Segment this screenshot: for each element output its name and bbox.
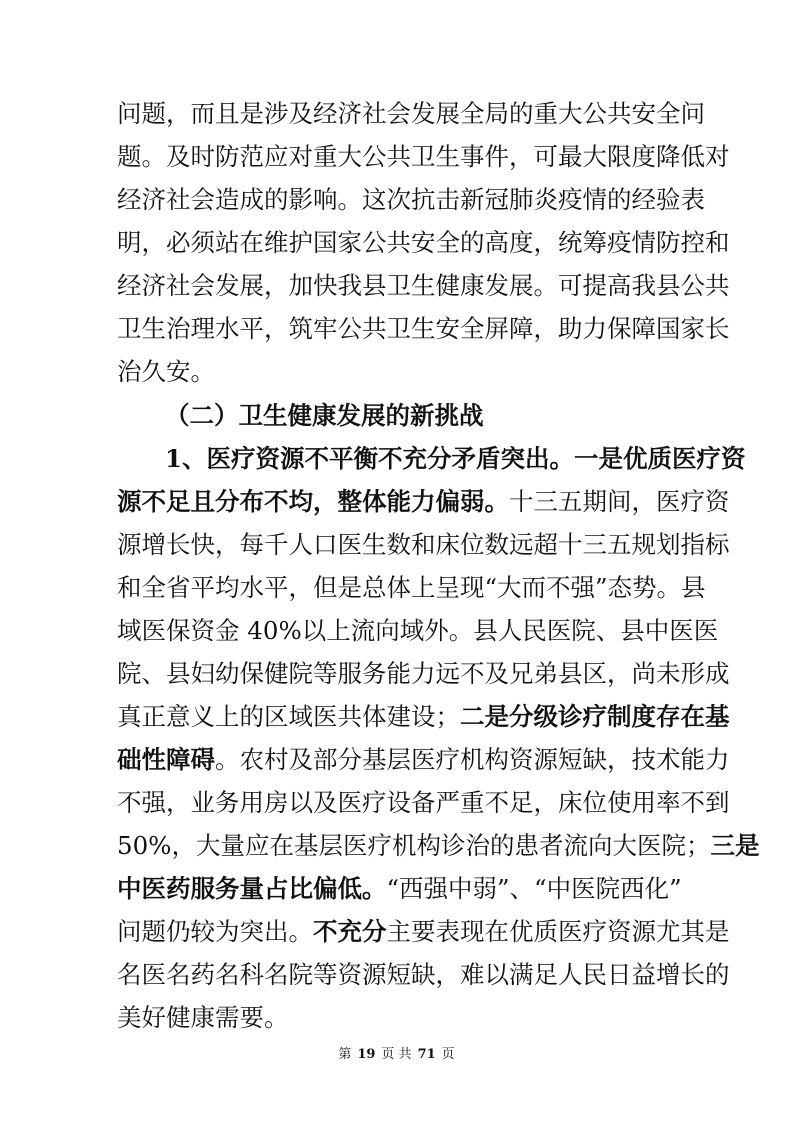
body-line bbox=[117, 1000, 677, 1036]
text-run-bold: 中医药服务量占比偏低。 bbox=[117, 874, 387, 903]
text-run: 经济社会发展，加快我县卫生健康发展。可提高我县公共 bbox=[117, 271, 730, 300]
body-line bbox=[117, 699, 730, 735]
text-run: 问题仍较为突出。 bbox=[117, 917, 313, 946]
text-run: 50%，大量应在基层医疗机构诊治的患者流向大医院； bbox=[117, 831, 711, 860]
text-run: “西强中弱”、“中医院西化” bbox=[386, 874, 682, 903]
body-line bbox=[117, 311, 730, 347]
body-line bbox=[117, 182, 705, 218]
text-run: 问题，而且是涉及经济社会发展全局的重大公共安全问 bbox=[117, 99, 705, 128]
body-line bbox=[117, 570, 706, 606]
text-run: 美好健康需要。 bbox=[117, 1003, 289, 1032]
body-line bbox=[117, 742, 730, 778]
body-line bbox=[117, 96, 705, 132]
text-run: 真正意义上的区域医共体建设； bbox=[117, 702, 460, 731]
body-line bbox=[117, 785, 730, 821]
total-pages-number: 71 bbox=[417, 1047, 436, 1062]
body-line bbox=[117, 225, 730, 261]
text-run: 明，必须站在维护国家公共安全的高度，统筹疫情防控和 bbox=[117, 228, 730, 257]
text-run: 治久安。 bbox=[117, 357, 215, 386]
text-run: 源增长快，每千人口医生数和床位数远超十三五规划指标 bbox=[117, 530, 730, 559]
body-line bbox=[117, 484, 730, 520]
text-run: 十三五期间，医疗资 bbox=[509, 487, 730, 516]
footer-prefix: 第 bbox=[338, 1047, 352, 1062]
body-line bbox=[117, 871, 682, 907]
text-run-bold: 源不足且分布不均，整体能力偏弱。 bbox=[117, 487, 509, 516]
text-run-bold: 础性障碍 bbox=[117, 745, 215, 774]
text-run: 名医名药名科名院等资源短缺，难以满足人民日益增长的 bbox=[117, 960, 730, 989]
text-run: 题。及时防范应对重大公共卫生事件，可最大限度降低对 bbox=[117, 142, 730, 171]
body-line bbox=[117, 613, 719, 649]
text-run: 卫生治理水平，筑牢公共卫生安全屏障，助力保障国家长 bbox=[117, 314, 730, 343]
text-run-bold: 1、医疗资源不平衡不充分矛盾突出。一是优质医疗资 bbox=[165, 444, 746, 473]
section-heading-text: （二）卫生健康发展的新挑战 bbox=[165, 401, 484, 430]
section-heading bbox=[165, 398, 484, 434]
footer-middle: 页 共 bbox=[381, 1047, 412, 1062]
text-run: 。农村及部分基层医疗机构资源短缺，技术能力 bbox=[215, 745, 730, 774]
body-line bbox=[117, 268, 730, 304]
current-page-number: 19 bbox=[357, 1047, 376, 1062]
body-line bbox=[117, 957, 730, 993]
body-line bbox=[117, 828, 760, 864]
body-line bbox=[117, 139, 730, 175]
text-run-bold: 三是 bbox=[710, 831, 760, 860]
text-run: 院、县妇幼保健院等服务能力远不及兄弟县区，尚未形成 bbox=[117, 659, 730, 688]
body-line bbox=[117, 656, 730, 692]
text-run-bold: 二是分级诊疗制度存在基 bbox=[460, 702, 730, 731]
body-line bbox=[117, 914, 730, 950]
text-run: 和全省平均水平，但是总体上呈现“大而不强”态势。县 bbox=[117, 573, 706, 602]
text-run: 主要表现在优质医疗资源尤其是 bbox=[386, 917, 730, 946]
body-line bbox=[117, 527, 730, 563]
body-line bbox=[117, 354, 677, 390]
text-run: 不强，业务用房以及医疗设备严重不足，床位使用率不到 bbox=[117, 788, 730, 817]
text-run: 经济社会造成的影响。这次抗击新冠肺炎疫情的经验表 bbox=[117, 185, 705, 214]
page-footer bbox=[0, 1046, 793, 1064]
subsection-heading-line bbox=[165, 441, 746, 477]
text-run: 域医保资金 40%以上流向域外。县人民医院、县中医医 bbox=[117, 616, 719, 645]
text-run-bold: 不充分 bbox=[313, 917, 387, 946]
footer-suffix: 页 bbox=[441, 1047, 455, 1062]
